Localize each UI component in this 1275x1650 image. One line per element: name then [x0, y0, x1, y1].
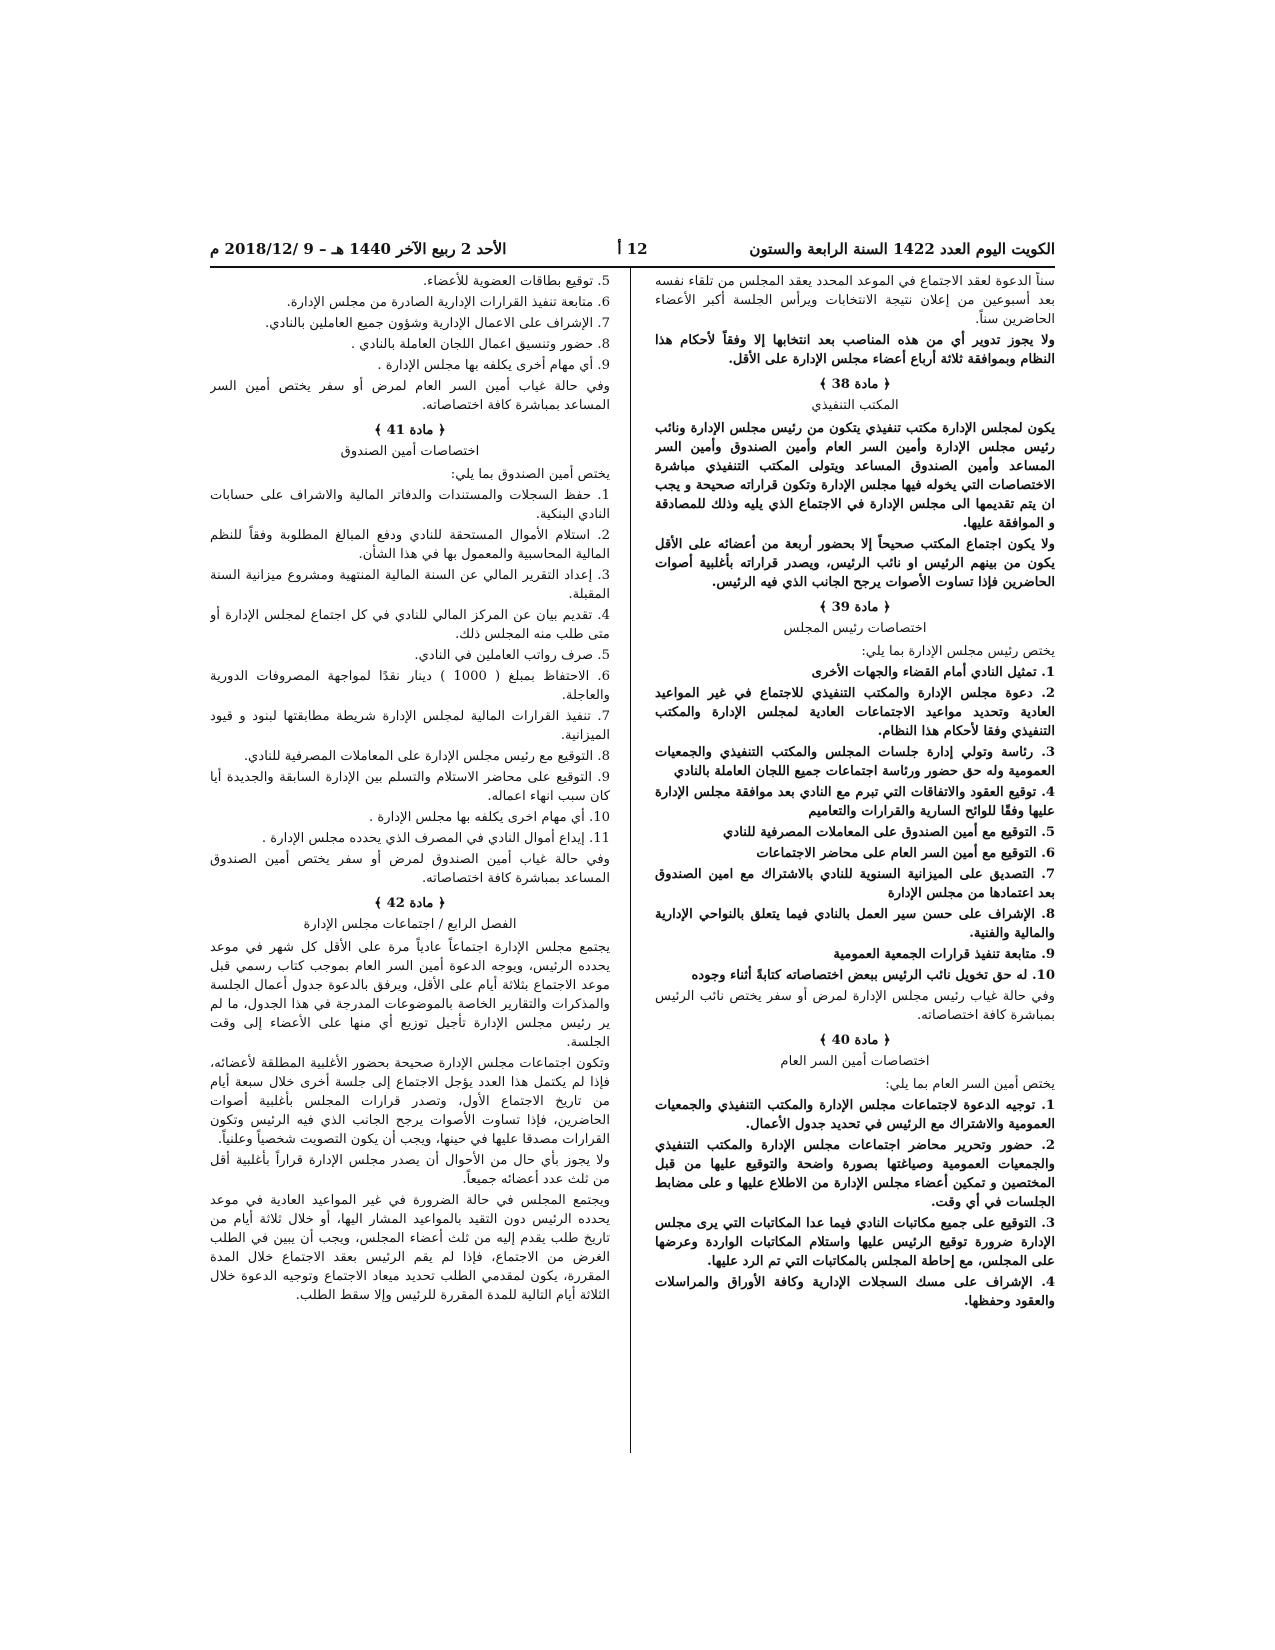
paragraph: 6. متابعة تنفيذ القرارات الإدارية الصادرة من مجلس الإدارة. — [286, 295, 610, 310]
article-subtitle: الفصل الرابع / اجتماعات مجلس الإدارة — [303, 917, 517, 932]
paragraph: 5. صرف رواتب العاملين في النادي. — [414, 648, 610, 663]
paragraph: 7. التصديق على الميزانية السنوية للنادي بالاشتراك مع امين الصندوق بعد اعتمادها من مجلس الإدارة — [655, 867, 1055, 901]
paragraph: 8. حضور وتنسيق اعمال اللجان العاملة بالنادي . — [350, 337, 610, 352]
paragraph: 4. الإشراف على مسك السجلات الإدارية وكافة الأوراق والمراسلات والعقود وحفظها. — [655, 1275, 1055, 1309]
paragraph: 2. استلام الأموال المستحقة للنادي ودفع المبالغ المطلوبة وفقاً للنظم المالية المحاسبية والمعمول بها في هذا الشأن. — [210, 528, 610, 562]
paragraph: 5. توقيع بطاقات العضوية للأعضاء. — [422, 274, 610, 289]
article-subtitle: اختصاصات رئيس المجلس — [783, 621, 927, 636]
paragraph: يكون لمجلس الإدارة مكتب تنفيذي يتكون من رئيس مجلس الإدارة ونائب رئيس مجلس الإدارة وأمين السر العام وأمين الصندوق وأمين السر المساعد وأمين الصندوق المساعد ويتولى المكتب التنفيذي مباشرة الاختصاصات التي يخوله فيها مجلس الإدارة وتكون قراراته صحيحة و يجب ان يتم تقديمها الى مجلس الإدارة في الاجتماع الذي يليه وذلك للمصادقة و الموافقة عليها. — [655, 421, 1055, 531]
paragraph: 6. التوقيع مع أمين السر العام على محاضر الاجتماعات — [756, 846, 1055, 861]
paragraph: 8. التوقيع مع رئيس مجلس الإدارة على المعاملات المصرفية للنادي. — [243, 749, 610, 764]
paragraph: 9. التوقيع على محاضر الاستلام والتسلم بين الإدارة السابقة والجديدة أيا كان سبب انهاء اعماله. — [210, 770, 610, 804]
page-number: 12 أ — [617, 240, 648, 258]
paragraph: يختص أمين السر العام بما يلي: — [885, 1077, 1055, 1092]
article-heading: ﴿ مادة 40 ﴾ — [819, 1033, 891, 1048]
article-subtitle: اختصاصات أمين الصندوق — [340, 444, 480, 459]
article-subtitle: المكتب التنفيذي — [811, 398, 899, 413]
paragraph: 1. تمثيل النادي أمام القضاء والجهات الأخرى — [811, 665, 1055, 680]
paragraph: ولا يجوز تدوير أي من هذه المناصب بعد انتخابها إلا وفقاً لأحكام هذا النظام وبموافقة ثلاثة أرباع أعضاء مجلس الإدارة على الأقل. — [655, 333, 1055, 367]
paragraph: 9. متابعة تنفيذ قرارات الجمعية العمومية — [833, 947, 1055, 962]
paragraph: 7. تنفيذ القرارات المالية لمجلس الإدارة شريطة مطابقتها لبنود و قيود الميزانية. — [210, 709, 610, 743]
paragraph: 4. توقيع العقود والاتفاقات التي تبرم مع النادي بعد موافقة مجلس الإدارة عليها وفقًا للوائح السارية والقرارات والتعاميم — [655, 785, 1055, 819]
paragraph: 5. التوقيع مع أمين الصندوق على المعاملات المصرفية للنادي — [723, 825, 1055, 840]
paragraph: 3. إعداد التقرير المالي عن السنة المالية المنتهية ومشروع ميزانية السنة المقبلة. — [210, 568, 610, 602]
paragraph: وتكون اجتماعات مجلس الإدارة صحيحة بحضور الأغلبية المطلقة لأعضائه، فإذا لم يكتمل هذا العدد يؤجل الاجتماع إلى جلسة أخرى خلال سبعة أيام من تاريخ الاجتماع الأول، وتصدر قرارات المجلس بأغلبية أصوات الحاضرين، فإذا تساوت الأصوات يرجح الجانب الذي فيه الرئيس وتكون القرارات مصدقا عليها في حينها، ويجب أن يكون التصويت شخصياً وعلنياً. — [210, 1056, 610, 1147]
paragraph: 10. له حق تخويل نائب الرئيس ببعض اختصاصاته كتابةً أثناء وجوده — [691, 968, 1055, 983]
paragraph: 1. توجيه الدعوة لاجتماعات مجلس الإدارة والمكتب التنفيذي والجمعيات العمومية والاشتراك مع الرئيس في تحديد جدول الأعمال. — [655, 1098, 1055, 1132]
paragraph: 3. رئاسة وتولي إدارة جلسات المجلس والمكتب التنفيذي والجمعيات العمومية وله حق حضور ورئاسة اجتماعات جميع اللجان العاملة بالنادي — [655, 745, 1055, 779]
paragraph: 7. الإشراف على الاعمال الإدارية وشؤون جميع العاملين بالنادي. — [265, 316, 610, 331]
paragraph: يجتمع مجلس الإدارة اجتماعاً عادياً مرة على الأقل كل شهر في موعد يحدده الرئيس، ويوجه الدعوة أمين السر العام بموجب كتاب رسمي قبل موعد الاجتماع بثلاثة أيام على الأقل، ويرفق بالدعوة جدول أعمال الجلسة والمذكرات والتقارير الخاصة بالموضوعات المدرجة في هذا الجدول، ما لم ير رئيس مجلس الإدارة تأجيل توزيع أي منها على الأعضاء إلى وقت الجلسة. — [210, 940, 610, 1050]
page-header — [210, 240, 1055, 262]
paragraph: وفي حالة غياب رئيس مجلس الإدارة لمرض أو سفر يختص نائب الرئيس بمباشرة كافة اختصاصاته. — [655, 989, 1055, 1023]
right-column — [655, 272, 1055, 1452]
paragraph: ولا يجوز بأي حال من الأحوال أن يصدر مجلس الإدارة قراراً بأغلبية أقل من ثلث عدد أعضائه جميعاً. — [210, 1153, 610, 1187]
paragraph: 10. أي مهام اخرى يكلفه بها مجلس الإدارة . — [368, 810, 610, 825]
paragraph: 1. حفظ السجلات والمستندات والدفاتر المالية والاشراف على حسابات النادي البنكية. — [210, 488, 610, 522]
paragraph: 9. أي مهام أخرى يكلفه بها مجلس الإدارة . — [377, 358, 610, 373]
paragraph: سناً الدعوة لعقد الاجتماع في الموعد المحدد يعقد المجلس من تلقاء نفسه بعد أسبوعين من إعلان نتيجة الانتخابات ويرأس الجلسة أكبر الأعضاء الحاضرين سناً. — [655, 274, 1055, 327]
article-heading: ﴿ مادة 42 ﴾ — [374, 896, 446, 911]
header-rule — [210, 266, 1055, 268]
left-column — [210, 272, 610, 1452]
issue-date: الأحد 2 ربيع الآخر 1440 هـ – 9 /2018/12 م — [210, 240, 507, 258]
paragraph: 2. حضور وتحرير محاضر اجتماعات مجلس الإدارة والمكتب التنفيذي والجمعيات العمومية وصياغتها بصورة واضحة والتوقيع عليها من قبل المختصين و تمكين أعضاء مجلس الإدارة من الاطلاع عليها و على مضابط الجلسات في أي وقت. — [655, 1138, 1055, 1210]
paragraph: 6. الاحتفاظ بمبلغ ( 1000 ) دينار نقدًا لمواجهة المصروفات الدورية والعاجلة. — [210, 669, 610, 703]
column-divider — [630, 268, 631, 1453]
article-heading: ﴿ مادة 38 ﴾ — [819, 377, 891, 392]
paragraph: ولا يكون اجتماع المكتب صحيحاً إلا بحضور أربعة من أعضائه على الأقل يكون من بينهم الرئيس او نائب الرئيس، ويصدر قراراته بأغلبية أصوات الحاضرين فإذا تساوت الأصوات يرجح الجانب الذي فيه الرئيس. — [655, 537, 1055, 590]
paragraph: يختص أمين الصندوق بما يلي: — [450, 467, 610, 482]
paragraph: وفي حالة غياب أمين الصندوق لمرض أو سفر يختص أمين الصندوق المساعد بمباشرة كافة اختصاصاته. — [210, 852, 610, 886]
paragraph: 2. دعوة مجلس الإدارة والمكتب التنفيذي للاجتماع في غير المواعيد العادية وتحديد مواعيد الاجتماعات العادية لمجلس الإدارة والمكتب التنفيذي وفقا لأحكام هذا النظام. — [655, 686, 1055, 739]
paragraph: 4. تقديم بيان عن المركز المالي للنادي في كل اجتماع لمجلس الإدارة أو متى طلب منه المجلس ذلك. — [210, 608, 610, 642]
paragraph: 8. الإشراف على حسن سير العمل بالنادي فيما يتعلق بالنواحي الإدارية والمالية والفنية. — [655, 907, 1055, 941]
gazette-issue-info: الكويت اليوم العدد 1422 السنة الرابعة والستون — [749, 240, 1055, 258]
paragraph: وفي حالة غياب أمين السر العام لمرض أو سفر يختص أمين السر المساعد بمباشرة كافة اختصاصاته. — [210, 379, 610, 413]
article-heading: ﴿ مادة 41 ﴾ — [374, 423, 446, 438]
paragraph: يختص رئيس مجلس الإدارة بما يلي: — [861, 644, 1055, 659]
paragraph: 3. التوقيع على جميع مكاتبات النادي فيما عدا المكاتبات التي يرى مجلس الإدارة ضرورة توقيع الرئيس عليها واستلام المكاتبات الواردة وعرضها على المجلس، مع إحاطة المجلس بالمكاتبات التي تم الرد عليها. — [655, 1216, 1055, 1269]
article-subtitle: اختصاصات أمين السر العام — [780, 1054, 930, 1069]
paragraph: ويجتمع المجلس في حالة الضرورة في غير المواعيد العادية في موعد يحدده الرئيس دون التقيد بالمواعيد المشار اليها، أو خلال ثلاثة أيام من تاريخ طلب يقدم إليه من ثلث أعضاء المجلس، ويجب أن يبين في الطلب الغرض من الاجتماع، فإذا لم يقم الرئيس بعقد الاجتماع خلال المدة المقررة، يكون لمقدمي الطلب تحديد ميعاد الاجتماع وتوجيه الدعوة خلال الثلاثة أيام التالية للمدة المقررة للرئيس وإلا سقط الطلب. — [210, 1193, 610, 1303]
article-heading: ﴿ مادة 39 ﴾ — [819, 600, 891, 615]
paragraph: 11. إيداع أموال النادي في المصرف الذي يحدده مجلس الإدارة . — [261, 831, 610, 846]
